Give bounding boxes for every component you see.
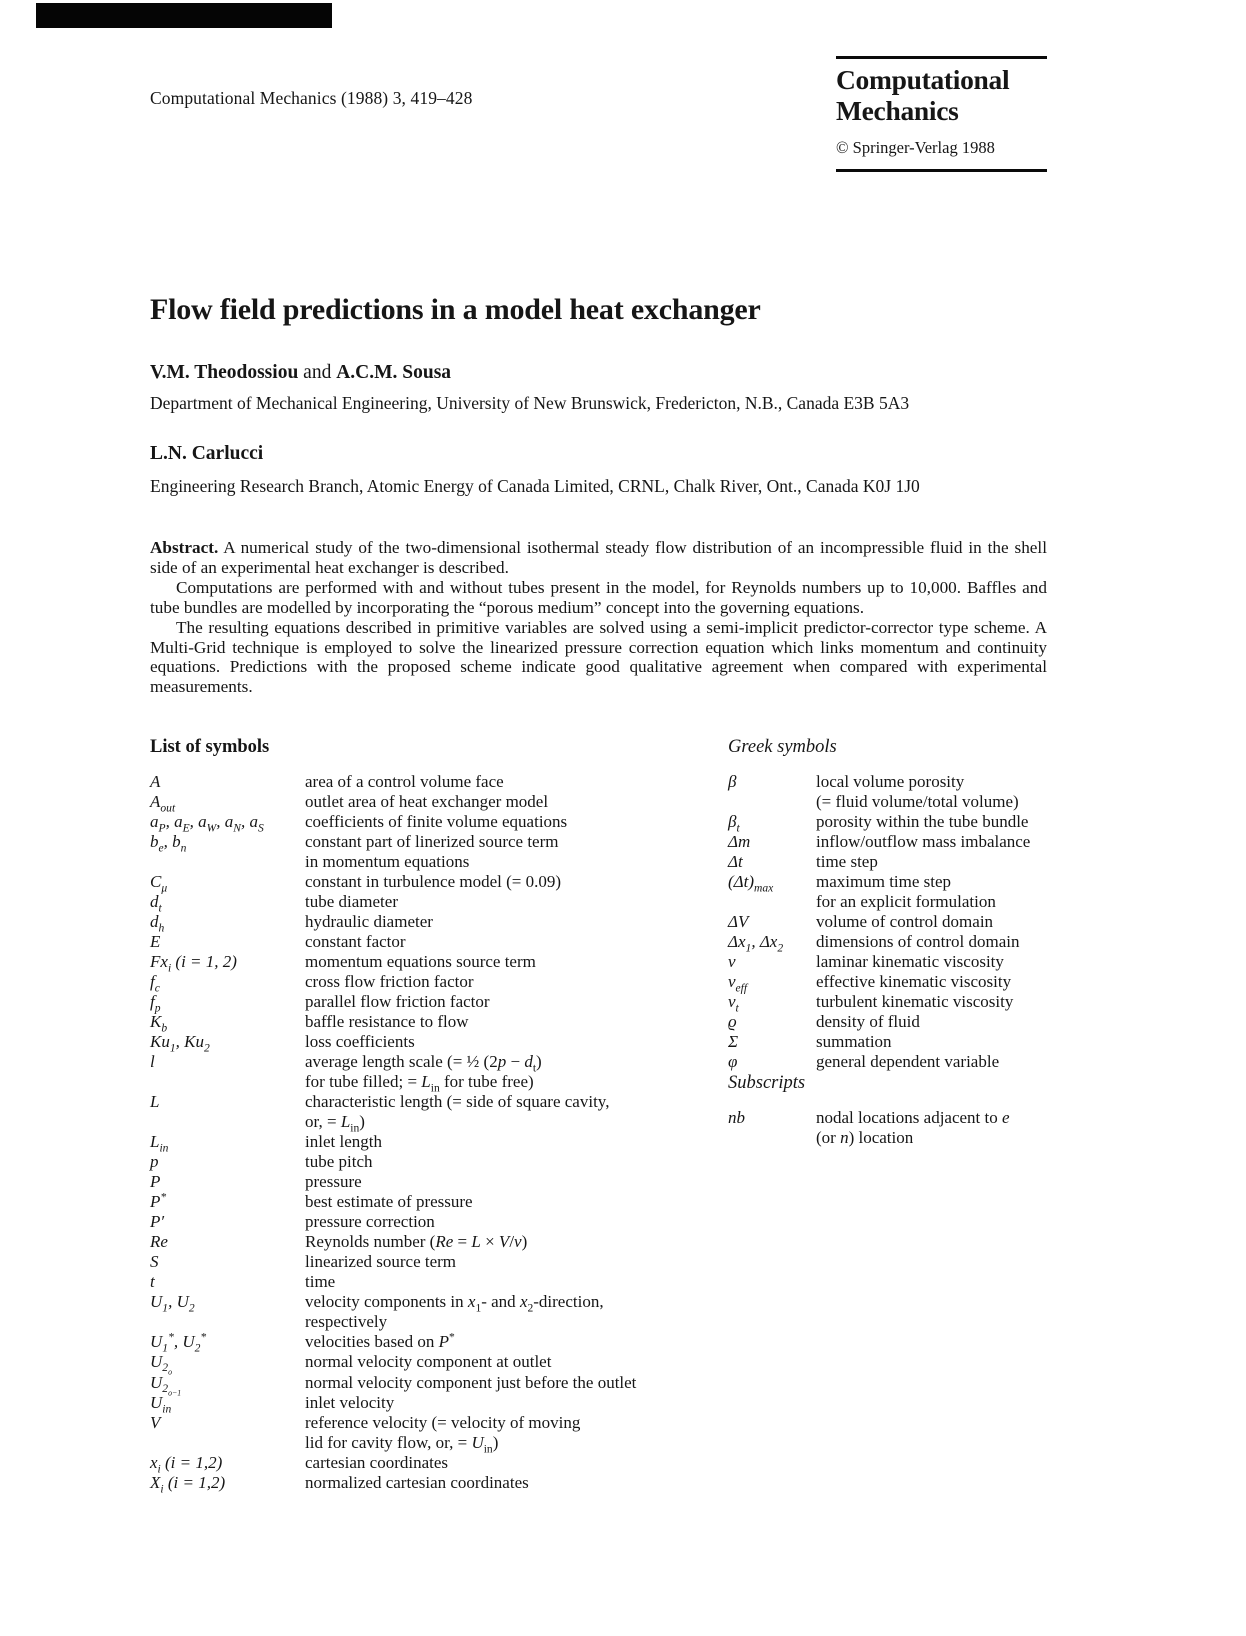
symbol: $(\Delta t)_{max}$ bbox=[728, 872, 774, 895]
symbol-row bbox=[150, 1212, 695, 1232]
authors-line: V.M. Theodossiou and A.C.M. Sousa bbox=[150, 362, 452, 383]
author-2: L.N. Carlucci bbox=[150, 443, 264, 464]
symbol: Δt bbox=[728, 852, 743, 871]
symbol-row bbox=[728, 992, 1060, 1015]
symbol-row bbox=[728, 872, 1060, 912]
symbol-row bbox=[728, 1108, 1060, 1148]
symbol-definition: dimensions of control domain bbox=[816, 932, 1020, 951]
symbol-definition: hydraulic diameter bbox=[305, 912, 433, 931]
symbol: L bbox=[150, 1092, 160, 1111]
symbol: β bbox=[728, 772, 737, 791]
symbol-row bbox=[150, 1012, 695, 1035]
symbol: $U_{2_o}$ bbox=[150, 1352, 172, 1377]
symbol: $b_e$, $b_n$ bbox=[150, 832, 187, 855]
symbol-row bbox=[150, 1453, 695, 1476]
logo-rule-bottom bbox=[836, 169, 1047, 172]
symbol: $d_h$ bbox=[150, 912, 165, 935]
logo-rule-top bbox=[836, 56, 1047, 59]
symbol: ΔV bbox=[728, 912, 749, 931]
symbol-row bbox=[150, 812, 695, 835]
symbol: v bbox=[728, 952, 736, 971]
symbol-row bbox=[150, 1292, 695, 1332]
affiliation-1: Department of Mechanical Engineering, University of New Brunswick, Fredericton, N.B., Canada E3B 5A3 bbox=[150, 393, 910, 413]
symbol-definition: linearized source term bbox=[305, 1252, 457, 1271]
symbol-row bbox=[150, 912, 695, 935]
symbol: A bbox=[150, 772, 161, 791]
symbol: nb bbox=[728, 1108, 745, 1127]
symbol: $U_{in}$ bbox=[150, 1393, 172, 1416]
symbol: $\beta_t$ bbox=[728, 812, 740, 835]
symbol: $d_t$ bbox=[150, 892, 162, 915]
symbol-definition: local volume porosity (= fluid volume/total volume) bbox=[816, 772, 1019, 811]
symbol-definition: normal velocity component at outlet bbox=[305, 1352, 552, 1371]
symbol-definition: area of a control volume face bbox=[305, 772, 504, 791]
symbol: $a_P$, $a_E$, $a_W$, $a_N$, $a_S$ bbox=[150, 812, 264, 835]
symbol-definition: cross flow friction factor bbox=[305, 972, 474, 991]
symbol-row bbox=[728, 932, 1060, 955]
symbol-row bbox=[728, 972, 1060, 995]
symbol-definition: best estimate of pressure bbox=[305, 1192, 473, 1211]
symbol: $\Delta x_1$, $\Delta x_2$ bbox=[728, 932, 784, 955]
symbol-definition: nodal locations adjacent to e (or n) location bbox=[816, 1108, 1010, 1147]
abstract-paragraph-3: The resulting equations described in primitive variables are solved using a semi-implicit predictor-corrector type scheme. A Multi-Grid technique is employed to solve the linearized pressure correction equation which links momentum and continuity equations. Predictions with the proposed scheme indicate good qualitative agreement when compared with experimental measurements. bbox=[150, 617, 1047, 697]
abstract-paragraph-2: Computations are performed with and without tubes present in the model, for Reynolds numbers up to 10,000. Baffles and tube bundles are modelled by incorporating the “porous medium” concept into the governing equations. bbox=[150, 577, 1047, 617]
greek-symbols-list bbox=[728, 772, 1060, 1072]
symbol-definition: inlet length bbox=[305, 1132, 382, 1151]
symbols-list bbox=[150, 772, 695, 1496]
symbol-definition: pressure correction bbox=[305, 1212, 435, 1231]
symbol: $v_{eff}$ bbox=[728, 972, 748, 995]
article-title: Flow field predictions in a model heat exchanger bbox=[150, 293, 761, 326]
symbols-right-column bbox=[728, 736, 1060, 1148]
symbol: p bbox=[150, 1152, 159, 1171]
symbol-row bbox=[728, 812, 1060, 835]
symbol-definition: Reynolds number (Re = L × V/v) bbox=[305, 1232, 528, 1251]
symbol-row bbox=[150, 1252, 695, 1272]
symbol: φ bbox=[728, 1052, 738, 1071]
symbol: E bbox=[150, 932, 161, 951]
symbol-definition: constant factor bbox=[305, 932, 406, 951]
symbol-definition: cartesian coordinates bbox=[305, 1453, 449, 1473]
symbol-definition: velocity components in $x_1-$ and $x_2$-direction, respectively bbox=[305, 1292, 604, 1331]
symbol-definition: summation bbox=[816, 1032, 892, 1051]
symbol-row bbox=[150, 1393, 695, 1416]
symbol-row bbox=[150, 1192, 695, 1212]
symbol-definition: laminar kinematic viscosity bbox=[816, 952, 1004, 971]
symbol-row bbox=[150, 932, 695, 952]
symbol-row bbox=[150, 1413, 695, 1456]
symbol-definition: momentum equations source term bbox=[305, 952, 536, 971]
symbol: ϱ bbox=[728, 1012, 737, 1031]
symbol-row bbox=[728, 1012, 1060, 1032]
symbol: $v_t$ bbox=[728, 992, 739, 1015]
symbol-definition: normalized cartesian coordinates bbox=[305, 1473, 529, 1493]
symbol: $f_p$ bbox=[150, 992, 161, 1015]
symbol-definition: velocities based on P* bbox=[305, 1330, 455, 1351]
symbol-row bbox=[728, 832, 1060, 852]
symbol-row bbox=[150, 1032, 695, 1055]
symbol: t bbox=[150, 1272, 155, 1291]
symbol: $U_1$, $U_2$ bbox=[150, 1292, 195, 1315]
symbol-row bbox=[728, 1032, 1060, 1052]
symbol-row bbox=[150, 1352, 695, 1377]
copyright-line: © Springer-Verlag 1988 bbox=[836, 138, 995, 157]
symbol-definition: volume of control domain bbox=[816, 912, 994, 931]
symbol-definition: parallel flow friction factor bbox=[305, 992, 490, 1011]
symbol: $Ku_1$, $Ku_2$ bbox=[150, 1032, 210, 1055]
symbol-row bbox=[150, 1092, 695, 1135]
symbol: P bbox=[150, 1172, 161, 1191]
symbol-definition: turbulent kinematic viscosity bbox=[816, 992, 1014, 1011]
symbol: S bbox=[150, 1252, 159, 1271]
symbol-row bbox=[150, 892, 695, 915]
symbol: $X_i$ (i = 1,2) bbox=[150, 1473, 226, 1496]
symbol: $f_c$ bbox=[150, 972, 160, 995]
symbol-row bbox=[150, 1052, 695, 1095]
symbol-row bbox=[728, 772, 1060, 812]
list-of-symbols-heading: List of symbols bbox=[150, 737, 270, 757]
abstract-label: Abstract. bbox=[150, 538, 219, 557]
symbol-definition: average length scale (= ½ $(2p - d_t)$ for tube filled; = $L_{in}$ for tube free) bbox=[305, 1052, 542, 1095]
symbol-definition: time bbox=[305, 1272, 336, 1291]
symbol-row bbox=[150, 832, 695, 872]
journal-logo-line2: Mechanics bbox=[836, 95, 959, 126]
symbol-row bbox=[150, 1132, 695, 1155]
abstract-paragraph-1 bbox=[150, 538, 1047, 578]
symbol-definition: characteristic length (= side of square cavity, or, = $L_{in}$) bbox=[305, 1092, 610, 1135]
journal-reference: Computational Mechanics (1988) 3, 419–428 bbox=[150, 88, 473, 108]
symbol: $L_{in}$ bbox=[150, 1132, 169, 1155]
symbol-definition: constant in turbulence model (= 0.09) bbox=[305, 872, 562, 891]
symbols-left-column bbox=[150, 736, 695, 1496]
symbol-row bbox=[150, 792, 695, 815]
symbol-row bbox=[728, 952, 1060, 972]
symbol: $Fx_i$ (i = 1, 2) bbox=[150, 952, 237, 975]
symbol-row bbox=[150, 772, 695, 792]
symbol-row bbox=[728, 1052, 1060, 1072]
symbol-row bbox=[150, 1232, 695, 1252]
symbol-definition: maximum time step for an explicit formulation bbox=[816, 872, 996, 911]
symbol: $U_1^*$, $U_2^*$ bbox=[150, 1330, 207, 1355]
symbol-definition: effective kinematic viscosity bbox=[816, 972, 1012, 991]
scan-artifact-bar bbox=[36, 3, 332, 28]
symbol-definition: tube pitch bbox=[305, 1152, 373, 1171]
symbol-definition: coefficients of finite volume equations bbox=[305, 812, 568, 831]
symbol-definition: porosity within the tube bundle bbox=[816, 812, 1029, 831]
symbol-row bbox=[150, 1330, 695, 1355]
symbol-row bbox=[728, 912, 1060, 932]
symbol-row bbox=[150, 992, 695, 1015]
abstract-section bbox=[150, 538, 1047, 697]
greek-symbols-heading: Greek symbols bbox=[728, 737, 837, 757]
symbol: Re bbox=[150, 1232, 168, 1251]
symbol-definition: density of fluid bbox=[816, 1012, 920, 1031]
symbol-definition: loss coefficients bbox=[305, 1032, 415, 1051]
symbol: l bbox=[150, 1052, 155, 1071]
symbol: P* bbox=[150, 1190, 167, 1211]
journal-logo-line1: Computational bbox=[836, 64, 1010, 95]
symbol: $x_i$ (i = 1,2) bbox=[150, 1453, 223, 1476]
symbol-definition: inflow/outflow mass imbalance bbox=[816, 832, 1031, 851]
symbol-definition: time step bbox=[816, 852, 878, 871]
abstract-text-1: A numerical study of the two-dimensional isothermal steady flow distribution of an incompressible fluid in the shell side of an experimental heat exchanger is described. bbox=[150, 538, 1047, 577]
symbol-row bbox=[150, 1372, 695, 1398]
subscripts-list bbox=[728, 1108, 1060, 1148]
symbol-definition: inlet velocity bbox=[305, 1393, 395, 1413]
symbol: $K_b$ bbox=[150, 1012, 168, 1035]
symbol-row bbox=[150, 1473, 695, 1496]
symbol: V bbox=[150, 1413, 161, 1433]
publisher-logo-block bbox=[836, 56, 1047, 172]
subscripts-heading: Subscripts bbox=[728, 1073, 806, 1093]
symbol-row bbox=[150, 1152, 695, 1172]
symbol-row bbox=[150, 1172, 695, 1192]
symbol-definition: normal velocity component just before the outlet bbox=[305, 1372, 637, 1392]
symbol-definition: pressure bbox=[305, 1172, 362, 1191]
symbol-definition: general dependent variable bbox=[816, 1052, 1000, 1071]
symbol: $C_\mu$ bbox=[150, 872, 168, 895]
symbol-definition: constant part of linerized source term in momentum equations bbox=[305, 832, 559, 871]
symbol-row bbox=[150, 872, 695, 895]
symbol-row bbox=[728, 852, 1060, 872]
symbol: Σ bbox=[728, 1032, 739, 1051]
symbol-definition: reference velocity (= velocity of moving lid for cavity flow, or, = $U_{in}$) bbox=[305, 1413, 581, 1456]
symbol-definition: baffle resistance to flow bbox=[305, 1012, 469, 1031]
affiliation-2: Engineering Research Branch, Atomic Energy of Canada Limited, CRNL, Chalk River, Ont., Canada K0J 1J0 bbox=[150, 476, 920, 496]
symbol-definition: outlet area of heat exchanger model bbox=[305, 792, 549, 811]
symbol-row bbox=[150, 1272, 695, 1292]
symbol: Δm bbox=[728, 832, 751, 851]
symbol: $A_{out}$ bbox=[150, 792, 176, 815]
symbol-row bbox=[150, 972, 695, 995]
symbol: P′ bbox=[150, 1212, 165, 1231]
symbol: $U_{2_{o-1}}$ bbox=[150, 1372, 182, 1398]
symbol-definition: tube diameter bbox=[305, 892, 398, 911]
symbol-row bbox=[150, 952, 695, 975]
